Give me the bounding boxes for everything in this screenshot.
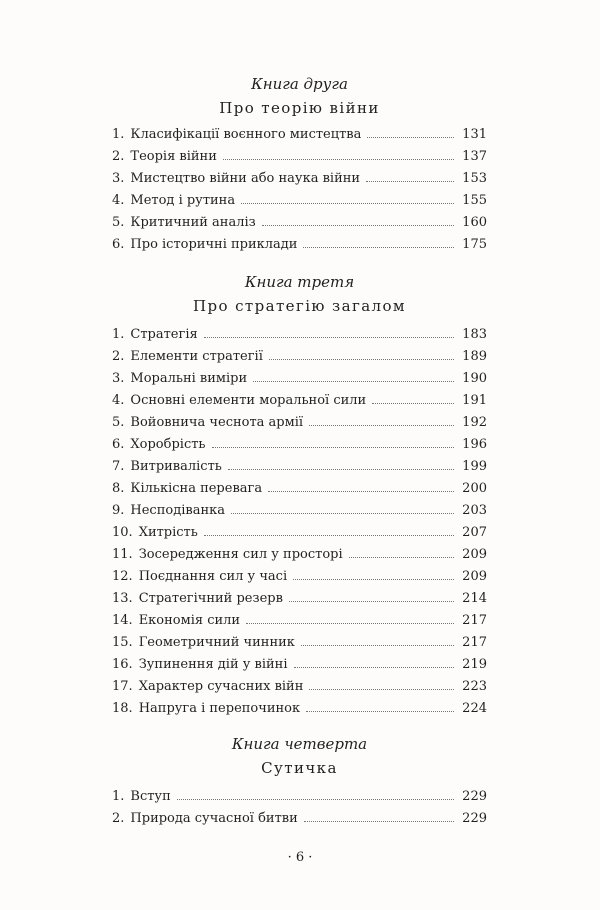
- entry-title: Про історичні приклади: [130, 237, 298, 252]
- entry-title: Геометричний чинник: [138, 635, 295, 650]
- toc-entry[interactable]: [112, 544, 487, 566]
- dot-leader: [309, 424, 454, 426]
- dot-leader: [204, 534, 454, 536]
- entry-page: 217: [462, 613, 487, 628]
- entry-page: 219: [462, 657, 487, 672]
- toc-entry[interactable]: [112, 234, 487, 256]
- entry-page: 209: [462, 569, 487, 584]
- toc-entry[interactable]: [112, 368, 487, 390]
- page-number: · 6 ·: [287, 850, 313, 865]
- entry-number: 3.: [112, 171, 125, 186]
- toc-entry[interactable]: [112, 456, 487, 478]
- dot-leader: [372, 402, 454, 404]
- dot-leader: [268, 490, 454, 492]
- entry-number: 8.: [112, 481, 125, 496]
- entry-number: 3.: [112, 371, 125, 386]
- entry-title: Теорія війни: [130, 149, 217, 164]
- dot-leader: [231, 512, 454, 514]
- entry-title: Природа сучасної битви: [130, 811, 298, 826]
- entry-page: 196: [462, 437, 487, 452]
- toc-entry[interactable]: [112, 346, 487, 368]
- entry-number: 4.: [112, 393, 125, 408]
- dot-leader: [367, 136, 454, 138]
- dot-leader: [306, 710, 454, 712]
- toc-entry[interactable]: [112, 610, 487, 632]
- book-two-section: [112, 74, 487, 252]
- dot-leader: [301, 644, 454, 646]
- dot-leader: [349, 556, 455, 558]
- dot-leader: [228, 468, 454, 470]
- toc-entry[interactable]: [112, 478, 487, 500]
- entry-page: 175: [462, 237, 487, 252]
- entry-page: 160: [462, 215, 487, 230]
- entry-page: 189: [462, 349, 487, 364]
- book-three-title: Про стратегію загалом: [193, 297, 406, 315]
- entry-number: 7.: [112, 459, 125, 474]
- entry-title: Войовнича чеснота армії: [130, 415, 304, 430]
- toc-entry[interactable]: [112, 588, 487, 610]
- entry-number: 4.: [112, 193, 125, 208]
- toc-entry[interactable]: [112, 124, 487, 146]
- toc-entry[interactable]: [112, 632, 487, 654]
- entry-title: Хоробрість: [130, 437, 206, 452]
- entry-number: 16.: [112, 657, 133, 672]
- entry-number: 11.: [112, 547, 133, 562]
- toc-entry[interactable]: [112, 500, 487, 522]
- dot-leader: [262, 224, 454, 226]
- entry-number: 1.: [112, 789, 125, 804]
- toc-entry[interactable]: [112, 146, 487, 168]
- entry-title: Мистецтво війни або наука війни: [130, 171, 361, 186]
- toc-entry[interactable]: [112, 698, 487, 720]
- entry-title: Стратегія: [130, 327, 198, 342]
- entry-page: 153: [462, 171, 487, 186]
- entry-page: 191: [462, 393, 487, 408]
- entry-number: 5.: [112, 215, 125, 230]
- entry-number: 1.: [112, 127, 125, 142]
- toc-entry[interactable]: [112, 190, 487, 212]
- entry-page: 217: [462, 635, 487, 650]
- entry-number: 2.: [112, 811, 125, 826]
- book-four-section: [112, 734, 487, 826]
- entry-page: 192: [462, 415, 487, 430]
- toc-entry[interactable]: [112, 654, 487, 676]
- entry-number: 2.: [112, 149, 125, 164]
- book-two-title: Про теорію війни: [219, 99, 380, 117]
- dot-leader: [212, 446, 455, 448]
- dot-leader: [204, 336, 454, 338]
- book-four-title: Сутичка: [261, 759, 338, 777]
- dot-leader: [253, 380, 454, 382]
- dot-leader: [303, 246, 454, 248]
- entry-number: 2.: [112, 349, 125, 364]
- toc-entry[interactable]: [112, 808, 487, 830]
- book-three-section: [112, 272, 487, 716]
- entry-page: 224: [462, 701, 487, 716]
- toc-entry[interactable]: [112, 676, 487, 698]
- book-three-contents: [112, 324, 487, 720]
- entry-title: Несподіванка: [130, 503, 225, 518]
- entry-title: Кількісна перевага: [130, 481, 263, 496]
- dot-leader: [293, 578, 454, 580]
- dot-leader: [223, 158, 454, 160]
- toc-entry[interactable]: [112, 212, 487, 234]
- entry-page: 229: [462, 811, 487, 826]
- entry-page: 203: [462, 503, 487, 518]
- entry-title: Моральні виміри: [130, 371, 248, 386]
- entry-number: 1.: [112, 327, 125, 342]
- entry-title: Класифікації воєнного мистецтва: [130, 127, 362, 142]
- entry-title: Критичний аналіз: [130, 215, 256, 230]
- entry-page: 190: [462, 371, 487, 386]
- entry-title: Елементи стратегії: [130, 349, 263, 364]
- entry-number: 15.: [112, 635, 133, 650]
- dot-leader: [241, 202, 454, 204]
- entry-title: Витривалість: [130, 459, 222, 474]
- dot-leader: [246, 622, 454, 624]
- dot-leader: [294, 666, 455, 668]
- toc-entry[interactable]: [112, 786, 487, 808]
- entry-page: 223: [462, 679, 487, 694]
- entry-number: 18.: [112, 701, 133, 716]
- book-two-subtitle: Книга друга: [251, 75, 348, 93]
- entry-number: 9.: [112, 503, 125, 518]
- entry-title: Характер сучасних війн: [138, 679, 304, 694]
- entry-title: Вступ: [130, 789, 171, 804]
- entry-title: Стратегічний резерв: [138, 591, 283, 606]
- entry-title: Зосередження сил у просторі: [138, 547, 343, 562]
- entry-title: Зупинення дій у війні: [138, 657, 288, 672]
- book-four-contents: [112, 786, 487, 830]
- toc-entry[interactable]: [112, 168, 487, 190]
- toc-entry[interactable]: [112, 522, 487, 544]
- dot-leader: [177, 798, 454, 800]
- dot-leader: [304, 820, 454, 822]
- entry-page: 155: [462, 193, 487, 208]
- entry-title: Поєднання сил у часі: [138, 569, 288, 584]
- dot-leader: [289, 600, 454, 602]
- entry-page: 214: [462, 591, 487, 606]
- entry-title: Напруга і перепочинок: [138, 701, 301, 716]
- toc-entry[interactable]: [112, 324, 487, 346]
- toc-entry[interactable]: [112, 566, 487, 588]
- entry-page: 229: [462, 789, 487, 804]
- entry-page: 200: [462, 481, 487, 496]
- entry-title: Хитрість: [138, 525, 198, 540]
- entry-number: 5.: [112, 415, 125, 430]
- toc-entry[interactable]: [112, 434, 487, 456]
- entry-page: 207: [462, 525, 487, 540]
- entry-number: 12.: [112, 569, 133, 584]
- toc-entry[interactable]: [112, 390, 487, 412]
- toc-entry[interactable]: [112, 412, 487, 434]
- entry-title: Основні елементи моральної сили: [130, 393, 367, 408]
- dot-leader: [366, 180, 454, 182]
- entry-page: 209: [462, 547, 487, 562]
- entry-page: 183: [462, 327, 487, 342]
- book-four-subtitle: Книга четверта: [231, 735, 368, 753]
- entry-page: 199: [462, 459, 487, 474]
- entry-page: 137: [462, 149, 487, 164]
- entry-number: 17.: [112, 679, 133, 694]
- entry-number: 13.: [112, 591, 133, 606]
- entry-title: Економія сили: [138, 613, 241, 628]
- book-three-subtitle: Книга третя: [244, 273, 355, 291]
- entry-number: 14.: [112, 613, 133, 628]
- dot-leader: [309, 688, 454, 690]
- entry-page: 131: [462, 127, 487, 142]
- entry-number: 6.: [112, 237, 125, 252]
- dot-leader: [269, 358, 454, 360]
- entry-number: 6.: [112, 437, 125, 452]
- entry-title: Метод і рутина: [130, 193, 236, 208]
- book-two-contents: [112, 124, 487, 256]
- entry-number: 10.: [112, 525, 133, 540]
